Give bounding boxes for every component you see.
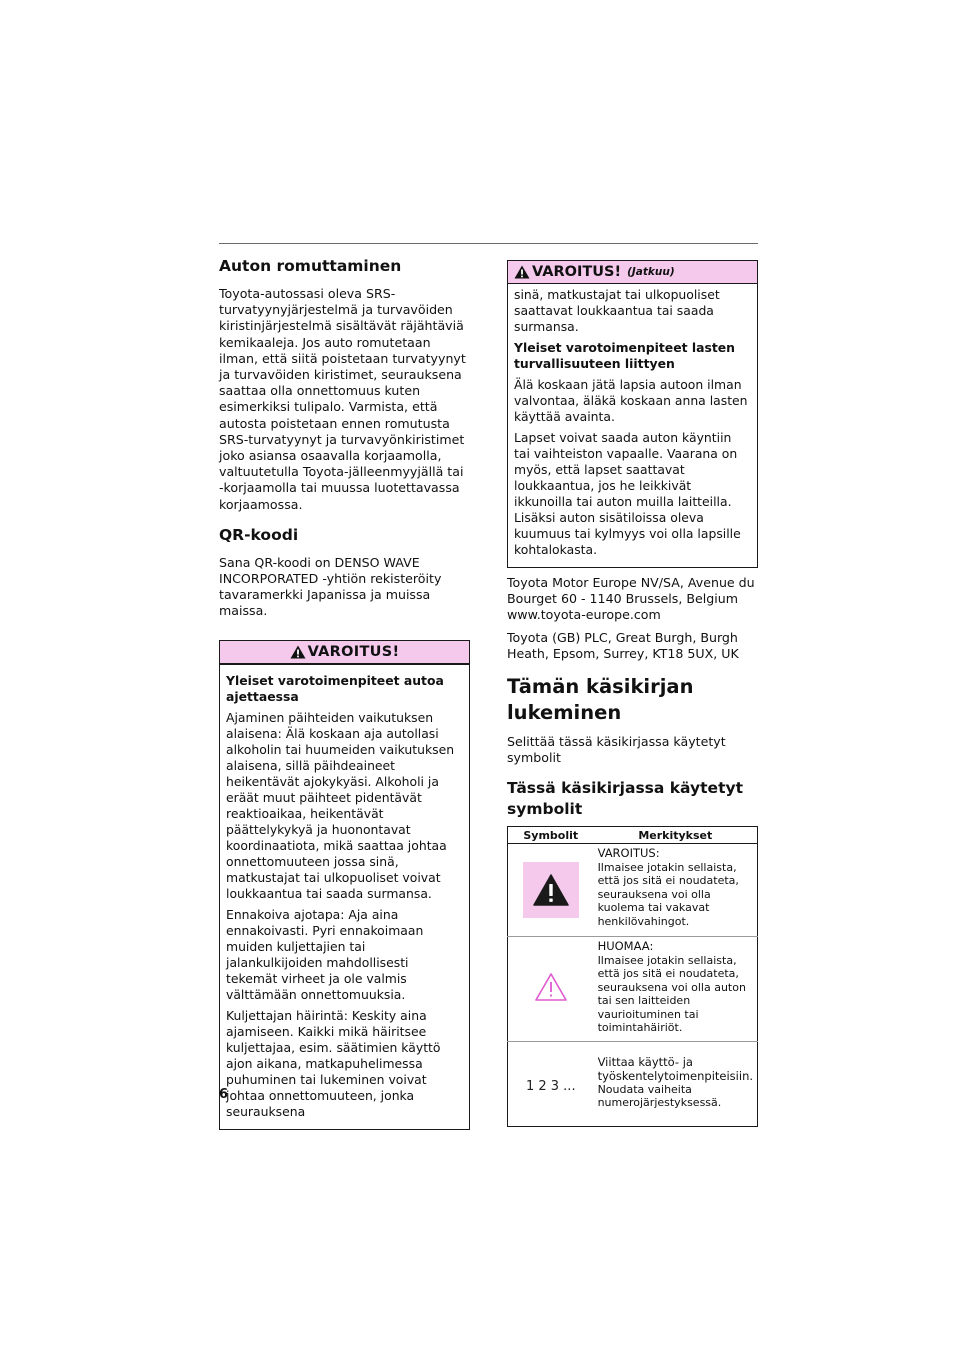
- meaning-description: Ilmaisee jotakin sellaista, että jos sitä ei noudateta, seurauksena voi olla auton tai sen laitteiden vaurioituminen tai toimintahäiriöt.: [597, 953, 746, 1034]
- top-rule: [219, 243, 758, 244]
- warning-continued-paragraph-2: Älä koskaan jätä lapsia autoon ilman valvontaa, äläkä koskaan anna lasten käyttää avainta.: [514, 377, 748, 424]
- table-header-meanings: Merkitykset: [594, 827, 758, 844]
- page-number: 6: [219, 1087, 229, 1102]
- left-column: [219, 256, 470, 1130]
- warning-header-text: VAROITUS!: [307, 643, 400, 660]
- meaning-description: Ilmaisee jotakin sellaista, että jos sitä ei noudateta, seurauksena voi olla kuolema tai vakavat henkilövahingot.: [597, 860, 739, 928]
- warning-continued-header: [508, 261, 757, 284]
- meaning-cell: [594, 844, 758, 937]
- symbol-cell: [508, 844, 594, 937]
- auton-paragraph: Toyota-autossasi oleva SRS-turvatyynyjärjestelmä ja turvavöiden kiristinjärjestelmä sisältävät räjähtäviä kemikaaleja. Jos auto romutetaan ilman, että siitä poistetaan turvatyynyt ja turvavöiden kiristimet, seurauksena saattaa olla onnettomuus kuten esimerkiksi tulipalo. Varmista, että autosta poistetaan ennen romutusta SRS-turvatyynyt ja turvavyönkiristimet joko asiansa osaavalla korjaamolla, valtuutetulla Toyota-jälleenmyyjällä tai -korjaamolla tai muussa luotettavassa korjaamossa.: [219, 286, 466, 512]
- warning-paragraph-2: Ennakoiva ajotapa: Aja aina ennakoivasti. Pyri ennakoimaan muiden kuljettajien tai jalankulkijoiden mahdollisesti tekemät virheet ja ole valmis välttämään onnettomuuksia.: [226, 906, 424, 1002]
- right-column: [507, 260, 758, 1127]
- warning-filled-icon: [533, 874, 569, 906]
- continued-label: (Jatkuu): [627, 266, 675, 278]
- symbols-table: [507, 826, 758, 1127]
- warning-paragraph-1: Ajaminen päihteiden vaikutuksen alaisena: Älä koskaan aja autollasi alkoholin tai huumeiden vaikutuksen alaisena, sillä päihdeaineet heikentävät ajokykyäsi. Alkoholi ja eräät muut päihteet pidentävät reaktioaikaa, heikentävät päättelykykyä ja huonontavat koordinaatiota, mikä saattaa johtaa onnettomuuteen jossa sinä, matkustajat tai ulkopuoliset voivat loukkaantua tai saada surmansa.: [226, 709, 455, 901]
- meaning-title: Viittaa käyttö- ja työskentelytoimenpiteisiin.: [597, 1055, 754, 1083]
- warning-continued-subtitle: Yleiset varotoimenpiteet lasten turvallisuuteen liittyen: [514, 340, 735, 371]
- warning-continued-paragraph-1: sinä, matkustajat tai ulkopuoliset saattavat loukkaantua tai saada surmansa.: [514, 287, 720, 334]
- warning-icon: [290, 645, 306, 659]
- warning-symbol-box: [523, 862, 579, 918]
- warning-continued-header-text: VAROITUS!: [532, 264, 622, 280]
- steps-icon: 1 2 3 ...: [525, 1078, 576, 1094]
- meaning-cell: [594, 1042, 758, 1127]
- main-section-paragraph: Selittää tässä käsikirjassa käytetyt symbolit: [507, 734, 726, 766]
- meaning-title: VAROITUS:: [597, 846, 660, 861]
- notice-outline-icon: [534, 972, 568, 1002]
- warning-continued-paragraph-3: Lapset voivat saada auton käyntiin tai vaihteiston vapaalle. Vaarana on myös, että lapset saattavat loukkaantua, jos he leikkivät ikkunoilla tai auton muilla laitteilla. Lisäksi auton sisätiloissa oleva kuumuus tai kylmyys voi olla lapsille kohtalokasta.: [514, 430, 741, 557]
- meaning-title: HUOMAA:: [597, 939, 654, 954]
- symbols-title: Tässä käsikirjassa käytetyt symbolit: [507, 779, 743, 819]
- warning-header: [220, 641, 469, 665]
- table-header-symbols: Symbolit: [508, 827, 594, 844]
- section-title-auton: Auton romuttaminen: [219, 257, 402, 275]
- warning-continued-body: [508, 284, 757, 567]
- address-europe: Toyota Motor Europe NV/SA, Avenue du Bourget 60 - 1140 Brussels, Belgium www.toyota-europe.com: [507, 575, 755, 623]
- meaning-cell: [594, 937, 758, 1042]
- table-row: [508, 844, 758, 937]
- warning-icon: [514, 265, 530, 279]
- table-row: [508, 1042, 758, 1127]
- table-header-row: [508, 827, 758, 844]
- symbol-cell: [508, 937, 594, 1042]
- warning-body: [220, 665, 469, 1129]
- symbol-cell: [508, 1042, 594, 1127]
- main-section-title: Tämän käsikirjan lukeminen: [507, 675, 694, 725]
- warning-subtitle: Yleiset varotoimenpiteet autoa ajettaessa: [226, 672, 444, 704]
- warning-box: [219, 640, 470, 1130]
- warning-continued-box: [507, 260, 758, 568]
- table-row: [508, 937, 758, 1042]
- qr-paragraph: Sana QR-koodi on DENSO WAVE INCORPORATED -yhtiön rekisteröity tavaramerkki Japanissa ja muissa maissa.: [219, 554, 442, 619]
- warning-paragraph-3: Kuljettajan häirintä: Keskity aina ajamiseen. Kaikki mikä häiritsee kuljettajaa, esim. säätimien käyttö ajon aikana, matkapuhelimessa puhuminen tai lukeminen voivat johtaa onnettomuuteen, jonka seurauksena: [226, 1007, 441, 1119]
- address-gb: Toyota (GB) PLC, Great Burgh, Burgh Heath, Epsom, Surrey, KT18 5UX, UK: [507, 629, 739, 661]
- section-title-qr: QR-koodi: [219, 525, 299, 544]
- meaning-description: Noudata vaiheita numerojärjestyksessä.: [597, 1083, 722, 1110]
